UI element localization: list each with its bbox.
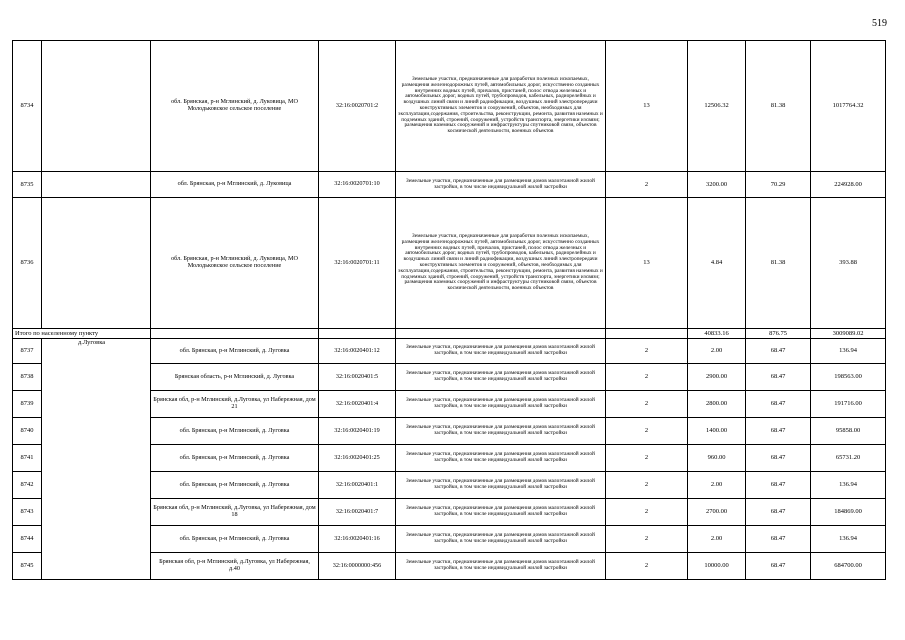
summary-value: 3009089.02 [811,329,886,339]
summary-rate: 876.75 [746,329,811,339]
group-number: 13 [606,41,688,172]
group-number: 2 [606,553,688,580]
cadastral-number: 32:16:0020401:5 [319,364,396,391]
rate-value: 68.47 [746,339,811,364]
group-number: 2 [606,364,688,391]
settlement-summary-row [13,329,886,339]
area-value: 12506.32 [688,41,746,172]
empty-cell [396,329,606,339]
address-cell: обл. Брянская, р-н Мглинский, д. Луговка [151,445,319,472]
empty-cell [319,329,396,339]
cadastral-value: 191716.00 [811,391,886,418]
area-value: 10000.00 [688,553,746,580]
table-row [13,41,886,172]
settlement-cell [42,41,151,172]
address-cell: обл. Брянская, р-н Мглинский, д. Луковица [151,172,319,198]
cadastral-number: 32:16:0020401:25 [319,445,396,472]
table-row [13,339,886,364]
row-number: 8736 [13,198,42,329]
cadastral-value: 1017764.32 [811,41,886,172]
row-number: 8743 [13,499,42,526]
cadastral-number: 32:16:0020701:10 [319,172,396,198]
row-number: 8737 [13,339,42,364]
empty-cell [151,329,319,339]
row-number: 8734 [13,41,42,172]
row-number: 8741 [13,445,42,472]
cadastral-number: 32:16:0020401:19 [319,418,396,445]
land-use-description: Земельные участки, предназначенные для размещения домов малоэтажной жилой застройки, в том числе индивидуальной жилой застройки [396,418,606,445]
row-number: 8738 [13,364,42,391]
rate-value: 68.47 [746,472,811,499]
rate-value: 68.47 [746,526,811,553]
area-value: 1400.00 [688,418,746,445]
rate-value: 68.47 [746,445,811,472]
summary-area: 40833.16 [688,329,746,339]
address-cell: Брянская обл, р-н Мглинский, д.Луговка, ул Набережная, дом 21 [151,391,319,418]
area-value: 2.00 [688,472,746,499]
cadastral-value: 65731.20 [811,445,886,472]
row-number: 8739 [13,391,42,418]
group-number: 2 [606,172,688,198]
group-number: 2 [606,526,688,553]
land-use-description: Земельные участки, предназначенные для размещения домов малоэтажной жилой застройки, в том числе индивидуальной жилой застройки [396,339,606,364]
area-value: 2700.00 [688,499,746,526]
address-cell: обл. Брянская, р-н Мглинский, д. Луковица, МО Молодьковское сельское поселение [151,41,319,172]
cadastral-number: 32:16:0020401:12 [319,339,396,364]
rate-value: 81.38 [746,198,811,329]
group-number: 2 [606,472,688,499]
cadastral-number: 32:16:0020401:4 [319,391,396,418]
land-use-description: Земельные участки, предназначенные для размещения домов малоэтажной жилой застройки, в том числе индивидуальной жилой застройки [396,499,606,526]
group-number: 2 [606,499,688,526]
settlement-cell [42,198,151,329]
address-cell: обл. Брянская, р-н Мглинский, д. Луговка [151,472,319,499]
address-cell: обл. Брянская, р-н Мглинский, д. Луковица, МО Молодьковское сельское поселение [151,198,319,329]
land-registry-table [12,40,886,580]
address-cell: Брянская область, р-н Мглинский, д. Луговка [151,364,319,391]
land-use-description: Земельные участки, предназначенные для размещения домов малоэтажной жилой застройки, в том числе индивидуальной жилой застройки [396,364,606,391]
land-use-description: Земельные участки, предназначенные для размещения домов малоэтажной жилой застройки, в том числе индивидуальной жилой застройки [396,526,606,553]
group-number: 2 [606,445,688,472]
table-row [13,172,886,198]
area-value: 2800.00 [688,391,746,418]
group-number: 13 [606,198,688,329]
land-use-description: Земельные участки, предназначенные для разработки полезных ископаемых, размещения железнодорожных путей, автомобильных дорог, искусственно созданных внутренних водных путей, причалов, пристаней, полос отвода железных и автомобильных дорог, водных путей, трубопроводов, кабельных, радиорелейных и воздушных линий связи и линий радиофикации, воздушных линий электропередачи конструктивных элементов и сооружений, объектов, необходимых для эксплуатации,содержания, строительства, реконструкции, ремонта, развития наземных и подземных зданий, строений, сооружений, устройств транспорта, энергетики изсвязи; размещения наземных сооружений и инфраструктуры спутниковой связи, объектов космической деятельности, военных объектов [396,198,606,329]
cadastral-value: 95858.00 [811,418,886,445]
address-cell: обл. Брянская, р-н Мглинский, д. Луговка [151,339,319,364]
cadastral-value: 136.94 [811,526,886,553]
empty-cell [606,329,688,339]
land-use-description: Земельные участки, предназначенные для разработки полезных ископаемых, размещения железнодорожных путей, автомобильных дорог, искусственно созданных внутренних водных путей, причалов, пристаней, полос отвода железных и автомобильных дорог, водных путей, трубопроводов, кабельных, радиорелейных и воздушных линий связи и линий радиофикации, воздушных линий электропередачи конструктивных элементов и сооружений, объектов, необходимых для эксплуатации,содержания, строительства, реконструкции, ремонта, развития наземных и подземных зданий, строений, сооружений, устройств транспорта, энергетики изсвязи; размещения наземных сооружений и инфраструктуры спутниковой связи, объектов космической деятельности, военных объектов [396,41,606,172]
rate-value: 68.47 [746,391,811,418]
page-number: 519 [872,18,887,29]
rate-value: 68.47 [746,499,811,526]
summary-label: Итого по населенному пункту [13,329,151,339]
table-row [13,198,886,329]
rate-value: 81.38 [746,41,811,172]
group-number: 2 [606,339,688,364]
cadastral-number: 32:16:0020401:7 [319,499,396,526]
settlement-cell [42,172,151,198]
cadastral-value: 684700.00 [811,553,886,580]
row-number: 8745 [13,553,42,580]
address-cell: обл. Брянская, р-н Мглинский, д. Луговка [151,526,319,553]
cadastral-value: 184869.00 [811,499,886,526]
rate-value: 70.29 [746,172,811,198]
group-number: 2 [606,391,688,418]
area-value: 2900.00 [688,364,746,391]
row-number: 8740 [13,418,42,445]
land-use-description: Земельные участки, предназначенные для размещения домов малоэтажной жилой застройки, в том числе индивидуальной жилой застройки [396,472,606,499]
area-value: 2.00 [688,526,746,553]
land-use-description: Земельные участки, предназначенные для размещения домов малоэтажной жилой застройки, в том числе индивидуальной жилой застройки [396,553,606,580]
rate-value: 68.47 [746,418,811,445]
cadastral-number: 32:16:0020701:2 [319,41,396,172]
land-use-description: Земельные участки, предназначенные для размещения домов малоэтажной жилой застройки, в том числе индивидуальной жилой застройки [396,172,606,198]
cadastral-value: 224928.00 [811,172,886,198]
area-value: 2.00 [688,339,746,364]
address-cell: обл. Брянская, р-н Мглинский, д. Луговка [151,418,319,445]
rate-value: 68.47 [746,553,811,580]
cadastral-value: 198563.00 [811,364,886,391]
cadastral-number: 32:16:0020401:16 [319,526,396,553]
cadastral-number: 32:16:0020401:1 [319,472,396,499]
row-number: 8742 [13,472,42,499]
land-use-description: Земельные участки, предназначенные для размещения домов малоэтажной жилой застройки, в том числе индивидуальной жилой застройки [396,391,606,418]
area-value: 960.00 [688,445,746,472]
row-number: 8735 [13,172,42,198]
rate-value: 68.47 [746,364,811,391]
cadastral-value: 136.94 [811,339,886,364]
row-number: 8744 [13,526,42,553]
cadastral-value: 393.88 [811,198,886,329]
cadastral-number: 32:16:0020701:11 [319,198,396,329]
cadastral-value: 136.94 [811,472,886,499]
address-cell: Брянская обл, р-н Мглинский, д.Луговка, ул Набережная, дом 18 [151,499,319,526]
land-use-description: Земельные участки, предназначенные для размещения домов малоэтажной жилой застройки, в том числе индивидуальной жилой застройки [396,445,606,472]
group-number: 2 [606,418,688,445]
address-cell: Брянская обл, р-н Мглинский, д.Луговка, ул Набережная, д.40 [151,553,319,580]
settlement-name: д.Луговка [42,339,151,580]
area-value: 4.84 [688,198,746,329]
cadastral-number: 32:16:0000000:456 [319,553,396,580]
area-value: 3200.00 [688,172,746,198]
